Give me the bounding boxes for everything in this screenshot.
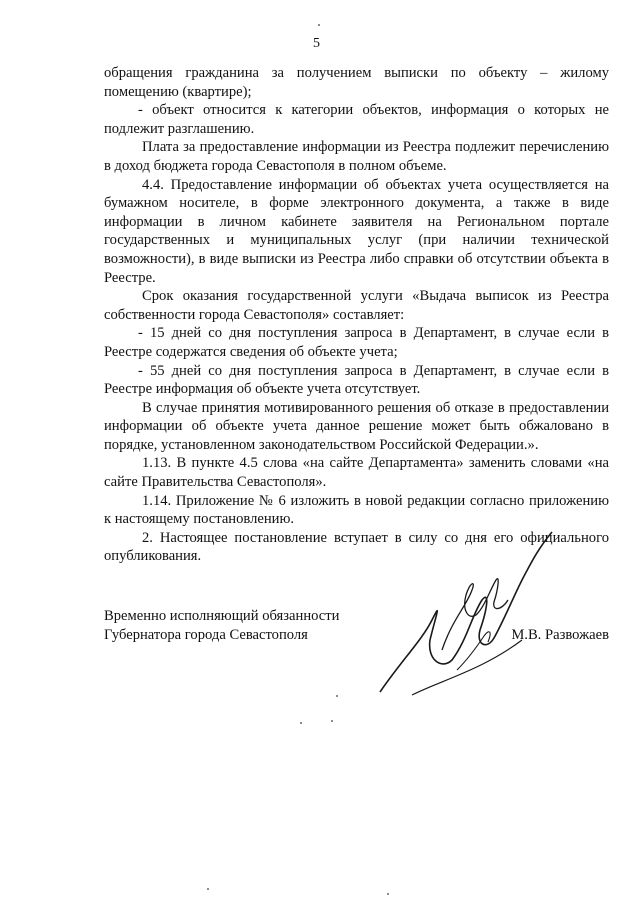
paragraph-service-term: Срок оказания государственной услуги «Выдача выписок из Реестра собственности города Севастополя» составляет: [104, 288, 609, 323]
scan-speck [300, 722, 302, 724]
page-number: 5 [313, 36, 320, 51]
handwritten-signature [372, 520, 562, 700]
paragraph-4-4: 4.4. Предоставление информации об объектах учета осуществляется на бумажном носителе, в форме электронного документа, а также в виде информации в личном кабинете заявителя на Региональном портале государственных и муниципальных услуг (при наличии технической возможности), в виде выписки из Реестра либо справки об отсутствии объекта в Реестре. [104, 176, 609, 286]
paragraph-1-14: 1.14. Приложение № 6 изложить в новой редакции согласно приложению к настоящему постановлению. [104, 492, 609, 528]
scan-speck [207, 888, 209, 890]
paragraph-55-days: - 55 дней со дня поступления запроса в Департамент, в случае если в Реестре информация об объекте учета отсутствует. [104, 362, 609, 398]
paragraph-2-effective: 2. Настоящее постановление вступает в силу со дня его официального опубликования. [104, 529, 609, 565]
scan-speck [387, 893, 389, 895]
paragraph-refusal: В случае принятия мотивированного решения об отказе в предоставлении информации об объекте учета данное решение может быть обжаловано в порядке, установленном законодательством Российской Федерации.». [104, 399, 609, 453]
signatory-position [104, 607, 339, 644]
signatory-name: М.В. Развожаев [511, 627, 609, 643]
signatory-position-line2: Губернатора города Севастополя [104, 626, 308, 643]
scan-speck [331, 720, 333, 722]
paragraph-non-disclosure: - объект относится к категории объектов, информация о которых не подлежит разглашению. [104, 102, 609, 137]
paragraph-payment: Плата за предоставление информации из Реестра подлежит перечислению в доход бюджета города Севастополя в полном объеме. [104, 139, 609, 174]
paragraph-15-days: - 15 дней со дня поступления запроса в Департамент, в случае если в Реестре содержатся сведения об объекте учета; [104, 325, 609, 360]
paragraph-1-13: 1.13. В пункте 4.5 слова «на сайте Департамента» заменить словами «на сайте Правительства Севастополя». [104, 455, 609, 491]
signatory-position-line1: Временно исполняющий обязанности [104, 608, 340, 624]
scan-speck [318, 24, 320, 26]
scan-speck [336, 695, 338, 697]
paragraph-continuation: обращения гражданина за получением выписки по объекту – жилому помещению (квартире); [104, 65, 609, 100]
document-body [104, 64, 609, 566]
